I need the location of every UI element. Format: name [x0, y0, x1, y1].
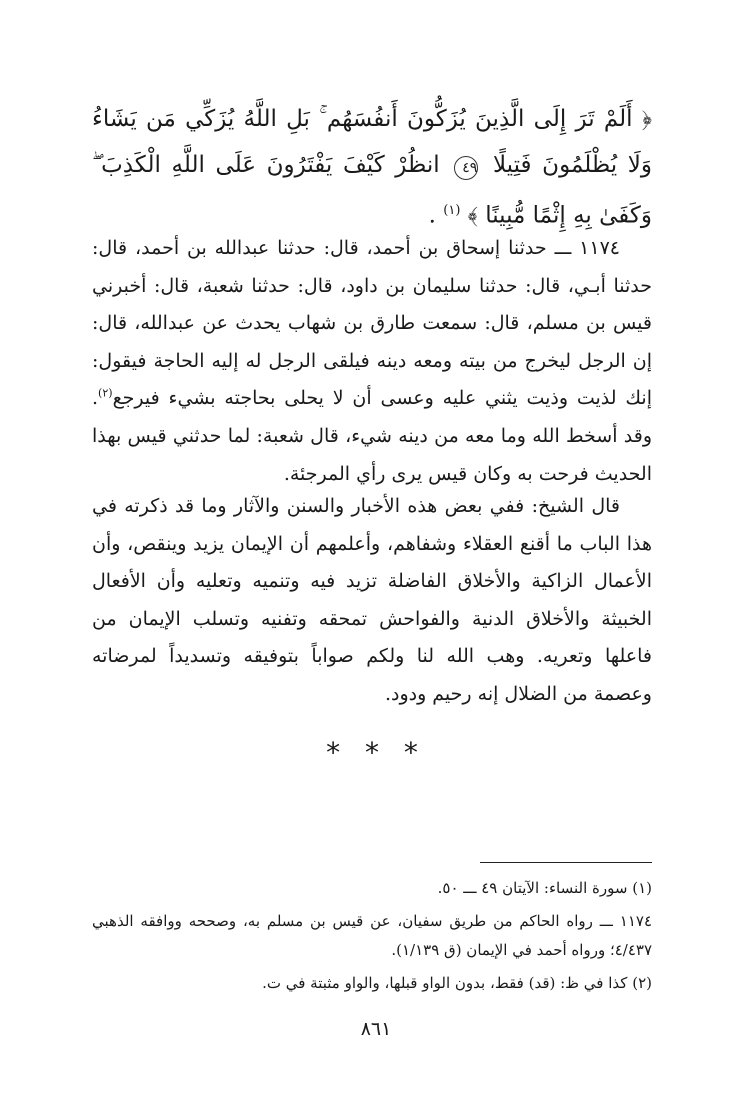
verse-number-marker: ٤٩ [454, 156, 478, 180]
hadith-dash: ـــ [554, 237, 572, 259]
footnote-rule [480, 862, 652, 863]
verse-text-part2: انظُرْ كَيْفَ يَفْتَرُونَ عَلَى اللَّهِ الْكَذِبَ ۖ وَكَفَىٰ بِهِ إِثْمًا مُّبِينًا [92, 152, 652, 229]
hadith-number: ١١٧٤ [579, 237, 620, 259]
hadith-text-before-ref: حدثنا إسحاق بن أحمد، قال: حدثنا عبدالله بن أحمد، قال: حدثنا أبـي، قال: حدثنا سليمان بن داود، قال: حدثنا شعبة، قال: أخبرني قيس بن مسلم، قال: سمعت طارق بن شهاب يحدث عن عبدالله، قال: إن الرجل ليخرج من بيته ومعه دينه فيلقى الرجل له إليه الحاجة فيقول: إنك لذيت وذيت يثني عليه وعسى أن لا يحلى بحاجته بشيء فيرجع [92, 237, 652, 410]
footnote-item [92, 874, 652, 903]
footnotes [92, 874, 652, 1002]
footnote-item [92, 907, 652, 965]
footnote-marker: (١) [632, 879, 652, 897]
footnote-text: كذا في ظ: (قد) فقط، بدون الواو قبلها، والواو مثبتة في ت. [262, 974, 628, 992]
section-separator: * * * [326, 736, 426, 769]
sheikh-text: قال الشيخ: ففي بعض هذه الأخبار والسنن والآثار وما قد ذكرته في هذا الباب ما أقنع العقلاء وشفاهم، وأعلمهم أن الإيمان يزيد وينقص، وأن الأعمال الزاكية والأخلاق الفاضلة تزيد فيه وتنميه وتعليه وأن الأفعال الخبيثة والأخلاق الدنية والفواحش تمحقه وتفنيه وتسلب الإيمان من فاعلها وتعريه. وهب الله لنا ولكم صواباً بتوفيقه وتسديداً لمرضاته وعصمة من الضلال إنه رحيم ودود. [92, 495, 652, 705]
footnote-marker: ١١٧٤ ـــ [599, 912, 653, 930]
verse-end-mark: . [428, 202, 436, 229]
footnote-item [92, 969, 652, 998]
verse-footnote-ref: (١) [443, 203, 461, 218]
verse-open-bracket: ﴿ [641, 106, 652, 132]
page-number: ٨٦١ [360, 1018, 392, 1040]
verse-text-part1: أَلَمْ تَرَ إِلَى الَّذِينَ يُزَكُّونَ أَنفُسَهُم ۚ بَلِ اللَّهُ يُزَكِّي مَن يَشَاءُ وَلَا يُظْلَمُونَ فَتِيلًا [92, 106, 652, 178]
footnote-text: رواه الحاكم من طريق سفيان، عن قيس بن مسلم به، وصححه ووافقه الذهبي ٤/٤٣٧؛ ورواه أحمد في الإيمان (ق ١/١٣٩). [92, 912, 652, 959]
footnote-marker: (٢) [632, 974, 652, 992]
quran-verse [92, 96, 652, 239]
footnote-text: سورة النساء: الآيتان ٤٩ ـــ ٥٠. [437, 879, 628, 897]
sheikh-paragraph [92, 488, 652, 714]
hadith-footnote-ref: (٢) [98, 387, 113, 401]
hadith-text-after-ref: . وقد أسخط الله وما معه من دينه شيء، قال شعبة: لما حدثني قيس بهذا الحديث فرحت به وكان قيس يرى رأي المرجئة. [92, 387, 652, 485]
hadith-paragraph [92, 230, 652, 493]
verse-close-bracket: ﴾ [467, 202, 478, 229]
